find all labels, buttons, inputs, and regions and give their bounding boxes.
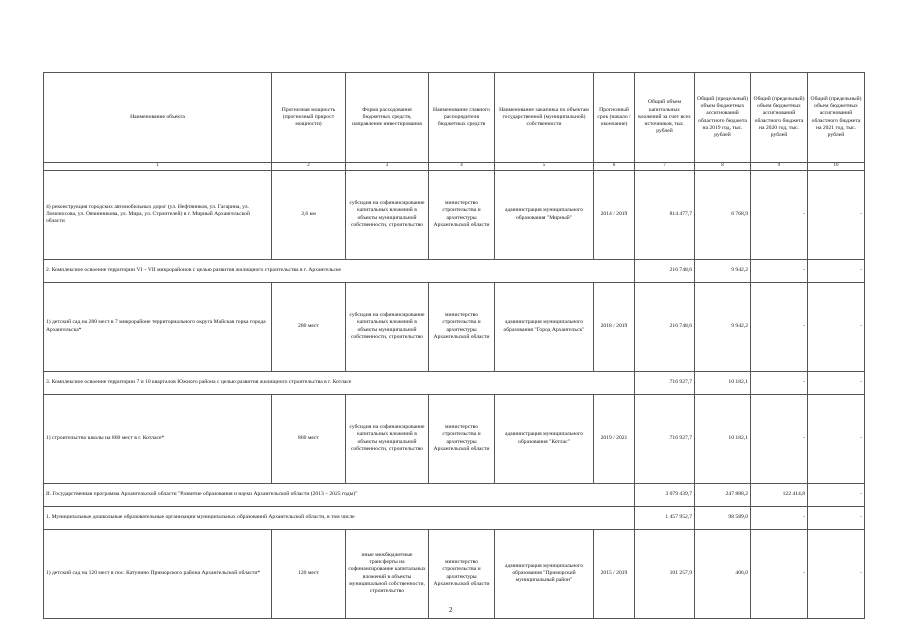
section-2019: 9 942,2 bbox=[695, 259, 751, 282]
section-title: II. Государственная программа Архангельской области "Развитие образования и науки Архангельской области (2013 – 2025 годы)" bbox=[44, 483, 635, 506]
object-2020: - bbox=[751, 282, 808, 371]
object-term: 2019 / 2021 bbox=[594, 394, 635, 483]
section-title: 3. Комплексное освоение территории 7 и 10 кварталов Южного района с целью развития жилищного строительства в г. Котласе bbox=[44, 371, 635, 394]
header-2021: Общий (предельный) объем бюджетных ассигнований областного бюджета на 2021 год, тыс. рублей bbox=[808, 73, 865, 163]
section-title: 2. Комплексное освоение территории VI – VII микрорайонов с целью развития жилищного строительства в г. Архангельске bbox=[44, 259, 635, 282]
object-capacity: 280 мест bbox=[272, 282, 346, 371]
object-customer: администрация муниципального образования "Город Архангельск" bbox=[495, 282, 594, 371]
header-manager: Наименование главного распорядителя бюджетных средств bbox=[429, 73, 495, 163]
column-number: 9 bbox=[751, 163, 808, 171]
page-number: 2 bbox=[449, 606, 453, 614]
section-2019: 10 182,1 bbox=[695, 371, 751, 394]
section-total: 216 748,6 bbox=[635, 259, 695, 282]
object-2020: - bbox=[751, 394, 808, 483]
table-row bbox=[44, 170, 865, 259]
object-form: субсидия на софинансирование капитальных вложений в объекты муниципальной собственности, строительство bbox=[346, 394, 429, 483]
section-2020: - bbox=[751, 506, 808, 529]
section-title: 1. Муниципальные дошкольные образовательные организации муниципальных образований Архангельской области, в том числе bbox=[44, 506, 635, 529]
section-2019: 247 888,2 bbox=[695, 483, 751, 506]
section-2020: - bbox=[751, 371, 808, 394]
section-row bbox=[44, 506, 865, 529]
object-term: 2018 / 2019 bbox=[594, 282, 635, 371]
column-number: 7 bbox=[635, 163, 695, 171]
header-2019: Общий (предельный) объем бюджетных ассигнований областного бюджета на 2019 год, тыс. рублей bbox=[695, 73, 751, 163]
section-2021: - bbox=[808, 483, 865, 506]
column-number: 4 bbox=[429, 163, 495, 171]
object-2021: - bbox=[808, 529, 865, 618]
investment-table bbox=[43, 72, 865, 619]
object-customer: администрация муниципального образования "Мирный" bbox=[495, 170, 594, 259]
object-manager: министерство строительства и архитектуры Архангельской области bbox=[429, 394, 495, 483]
column-number: 8 bbox=[695, 163, 751, 171]
column-number: 3 bbox=[346, 163, 429, 171]
object-2020: - bbox=[751, 170, 808, 259]
table-row bbox=[44, 282, 865, 371]
object-total: 814 477,7 bbox=[635, 170, 695, 259]
header-term: Прогнозный срок (начало / окончание) bbox=[594, 73, 635, 163]
object-name: 4) реконструкция городских автомобильных дорог (ул. Нефтяников, ул. Гагарина, ул. Ломоносова, ул. Овчинникова, ул. Мира, ул. Строителей) в г. Мирный Архангельской области bbox=[44, 170, 272, 259]
object-2019: 6 768,9 bbox=[695, 170, 751, 259]
object-manager: министерство строительства и архитектуры Архангельской области bbox=[429, 529, 495, 618]
header-customer: Наименование заказчика по объектам государственной (муниципальной) собственности bbox=[495, 73, 594, 163]
header-row bbox=[44, 73, 865, 163]
object-capacity: 120 мест bbox=[272, 529, 346, 618]
object-2019: 10 182,1 bbox=[695, 394, 751, 483]
object-name: 1) детский сад на 280 мест в 7 микрорайоне территориального округа Майская горка города Архангельска* bbox=[44, 282, 272, 371]
section-total: 716 927,7 bbox=[635, 371, 695, 394]
section-2020: 122 414,8 bbox=[751, 483, 808, 506]
object-customer: администрация муниципального образования "Котлас" bbox=[495, 394, 594, 483]
section-2021: - bbox=[808, 371, 865, 394]
section-2019: 98 589,0 bbox=[695, 506, 751, 529]
column-number: 5 bbox=[495, 163, 594, 171]
header-2020: Общий (предельный) объем бюджетных ассигнований областного бюджета на 2020 год, тыс. рублей bbox=[751, 73, 808, 163]
section-2020: - bbox=[751, 259, 808, 282]
object-name: 1) строительство школы на 860 мест в г. Котласе* bbox=[44, 394, 272, 483]
section-total: 1 457 952,7 bbox=[635, 506, 695, 529]
object-total: 216 748,6 bbox=[635, 282, 695, 371]
table-row bbox=[44, 394, 865, 483]
object-total: 716 927,7 bbox=[635, 394, 695, 483]
object-2020: - bbox=[751, 529, 808, 618]
column-number: 10 bbox=[808, 163, 865, 171]
column-numbers-row bbox=[44, 163, 865, 171]
object-customer: администрация муниципального образования "Приморский муниципальный район" bbox=[495, 529, 594, 618]
object-2021: - bbox=[808, 394, 865, 483]
section-row bbox=[44, 483, 865, 506]
section-2021: - bbox=[808, 506, 865, 529]
section-total: 3 079 439,7 bbox=[635, 483, 695, 506]
header-form: Форма расходования бюджетных средств, направление инвестирования bbox=[346, 73, 429, 163]
object-total: 101 257,9 bbox=[635, 529, 695, 618]
object-form: иные межбюджетные трансферты на софинансирование капитальных вложений в объекты муниципальной собственности, строительство bbox=[346, 529, 429, 618]
column-number: 2 bbox=[272, 163, 346, 171]
object-term: 2015 / 2019 bbox=[594, 529, 635, 618]
header-capacity: Прогнозная мощность (прогнозный прирост мощности) bbox=[272, 73, 346, 163]
section-row bbox=[44, 259, 865, 282]
header-total: Общий объем капитальных вложений за счет всех источников, тыс. рублей bbox=[635, 73, 695, 163]
column-number: 1 bbox=[44, 163, 272, 171]
section-2021: - bbox=[808, 259, 865, 282]
object-2021: - bbox=[808, 170, 865, 259]
object-form: субсидия на софинансирование капитальных вложений в объекты муниципальной собственности, строительство bbox=[346, 282, 429, 371]
object-term: 2014 / 2019 bbox=[594, 170, 635, 259]
object-form: субсидия на софинансирование капитальных вложений в объекты муниципальной собственности, строительство bbox=[346, 170, 429, 259]
object-capacity: 860 мест bbox=[272, 394, 346, 483]
object-manager: министерство строительства и архитектуры Архангельской области bbox=[429, 282, 495, 371]
header-object-name: Наименование объекта bbox=[44, 73, 272, 163]
object-name: 1) детский сад на 120 мест в пос. Катунино Приморского района Архангельской области* bbox=[44, 529, 272, 618]
section-row bbox=[44, 371, 865, 394]
object-manager: министерство строительства и архитектуры Архангельской области bbox=[429, 170, 495, 259]
object-2021: - bbox=[808, 282, 865, 371]
object-2019: 406,0 bbox=[695, 529, 751, 618]
object-capacity: 3,6 км bbox=[272, 170, 346, 259]
column-number: 6 bbox=[594, 163, 635, 171]
table-row bbox=[44, 529, 865, 618]
object-2019: 9 942,2 bbox=[695, 282, 751, 371]
